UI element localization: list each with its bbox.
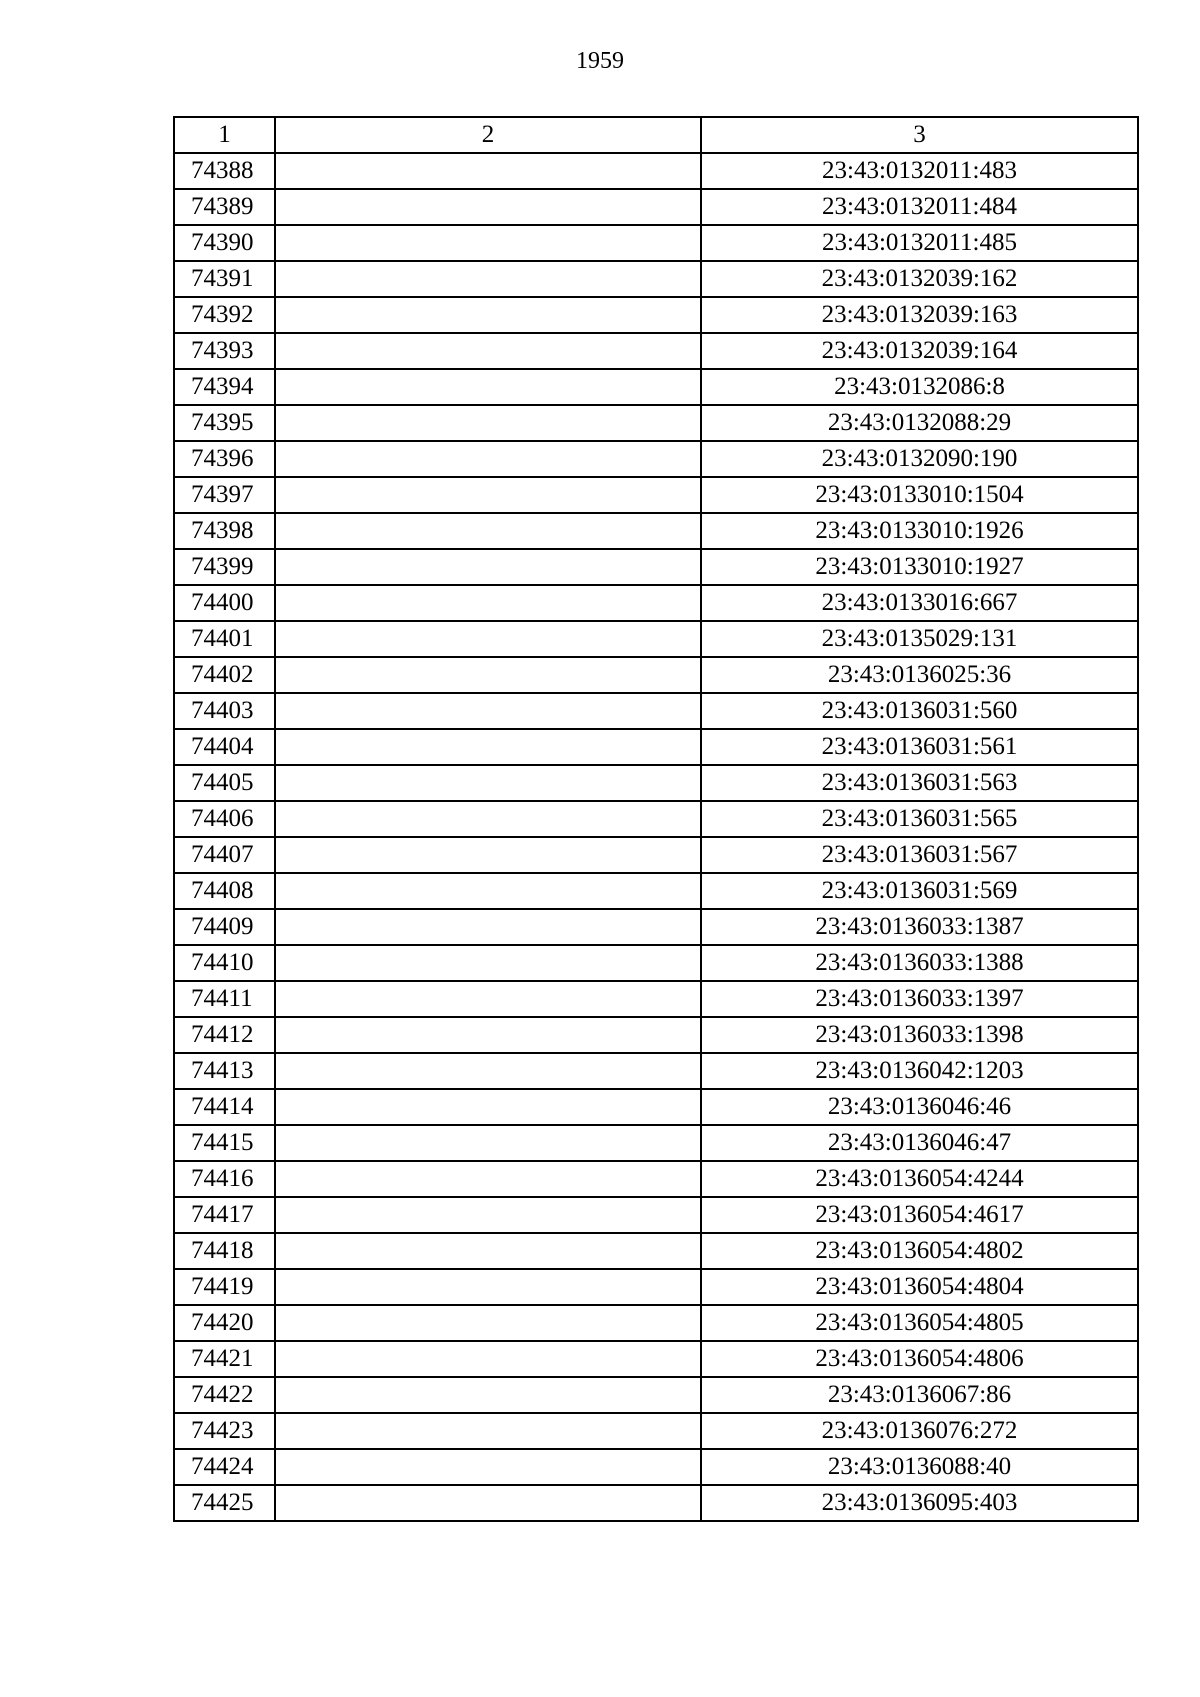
table-row	[174, 405, 1138, 441]
row-description-cell	[275, 297, 701, 333]
row-number-cell: 74409	[174, 909, 275, 945]
cadastral-number-cell: 23:43:0136054:4806	[701, 1341, 1138, 1377]
row-number-cell: 74393	[174, 333, 275, 369]
cadastral-number-cell: 23:43:0136046:46	[701, 1089, 1138, 1125]
table-row	[174, 1161, 1138, 1197]
row-number-cell: 74411	[174, 981, 275, 1017]
table-row	[174, 1197, 1138, 1233]
row-description-cell	[275, 873, 701, 909]
cadastral-number-cell: 23:43:0136095:403	[701, 1485, 1138, 1521]
row-description-cell	[275, 1161, 701, 1197]
table-row	[174, 1233, 1138, 1269]
table-row	[174, 837, 1138, 873]
row-number-cell: 74396	[174, 441, 275, 477]
row-number-cell: 74415	[174, 1125, 275, 1161]
row-description-cell	[275, 1449, 701, 1485]
row-description-cell	[275, 405, 701, 441]
row-description-cell	[275, 1197, 701, 1233]
table-row	[174, 909, 1138, 945]
row-number-cell: 74391	[174, 261, 275, 297]
cadastral-number-cell: 23:43:0133010:1927	[701, 549, 1138, 585]
cadastral-number-cell: 23:43:0133010:1926	[701, 513, 1138, 549]
row-number-cell: 74412	[174, 1017, 275, 1053]
row-number-cell: 74421	[174, 1341, 275, 1377]
row-description-cell	[275, 225, 701, 261]
row-description-cell	[275, 189, 701, 225]
column-header-2: 2	[275, 117, 701, 153]
cadastral-number-cell: 23:43:0133010:1504	[701, 477, 1138, 513]
cadastral-number-cell: 23:43:0136031:565	[701, 801, 1138, 837]
row-description-cell	[275, 1089, 701, 1125]
cadastral-number-cell: 23:43:0132090:190	[701, 441, 1138, 477]
table-row	[174, 801, 1138, 837]
row-number-cell: 74405	[174, 765, 275, 801]
cadastral-number-cell: 23:43:0132011:485	[701, 225, 1138, 261]
cadastral-number-cell: 23:43:0136054:4617	[701, 1197, 1138, 1233]
row-number-cell: 74401	[174, 621, 275, 657]
cadastral-number-cell: 23:43:0133016:667	[701, 585, 1138, 621]
row-number-cell: 74394	[174, 369, 275, 405]
cadastral-number-cell: 23:43:0136033:1388	[701, 945, 1138, 981]
table-row	[174, 1449, 1138, 1485]
row-number-cell: 74413	[174, 1053, 275, 1089]
cadastral-number-cell: 23:43:0136031:563	[701, 765, 1138, 801]
row-number-cell: 74395	[174, 405, 275, 441]
row-description-cell	[275, 1125, 701, 1161]
table-row	[174, 1485, 1138, 1521]
table-row	[174, 873, 1138, 909]
row-description-cell	[275, 441, 701, 477]
row-number-cell: 74410	[174, 945, 275, 981]
table-row	[174, 1089, 1138, 1125]
row-description-cell	[275, 765, 701, 801]
row-number-cell: 74392	[174, 297, 275, 333]
row-description-cell	[275, 477, 701, 513]
row-description-cell	[275, 657, 701, 693]
cadastral-number-cell: 23:43:0136046:47	[701, 1125, 1138, 1161]
row-description-cell	[275, 153, 701, 189]
cadastral-number-cell: 23:43:0135029:131	[701, 621, 1138, 657]
cadastral-number-cell: 23:43:0136054:4244	[701, 1161, 1138, 1197]
row-number-cell: 74420	[174, 1305, 275, 1341]
table-row	[174, 1377, 1138, 1413]
cadastral-number-cell: 23:43:0136042:1203	[701, 1053, 1138, 1089]
table-row	[174, 1017, 1138, 1053]
table-row	[174, 585, 1138, 621]
cadastral-number-cell: 23:43:0136031:561	[701, 729, 1138, 765]
table-row	[174, 1125, 1138, 1161]
cadastral-number-cell: 23:43:0132011:483	[701, 153, 1138, 189]
row-description-cell	[275, 1233, 701, 1269]
row-description-cell	[275, 261, 701, 297]
cadastral-number-cell: 23:43:0136033:1397	[701, 981, 1138, 1017]
row-number-cell: 74406	[174, 801, 275, 837]
table-row	[174, 981, 1138, 1017]
row-description-cell	[275, 1053, 701, 1089]
cadastral-number-cell: 23:43:0136076:272	[701, 1413, 1138, 1449]
row-number-cell: 74424	[174, 1449, 275, 1485]
table-row	[174, 1269, 1138, 1305]
cadastral-number-cell: 23:43:0136054:4802	[701, 1233, 1138, 1269]
table-row	[174, 1413, 1138, 1449]
row-description-cell	[275, 1377, 701, 1413]
table-row	[174, 1053, 1138, 1089]
row-description-cell	[275, 729, 701, 765]
row-description-cell	[275, 513, 701, 549]
column-header-3: 3	[701, 117, 1138, 153]
cadastral-number-cell: 23:43:0136054:4805	[701, 1305, 1138, 1341]
cadastral-number-cell: 23:43:0132039:164	[701, 333, 1138, 369]
table-row	[174, 1341, 1138, 1377]
row-description-cell	[275, 1305, 701, 1341]
cadastral-number-cell: 23:43:0136031:560	[701, 693, 1138, 729]
row-description-cell	[275, 621, 701, 657]
table-row	[174, 693, 1138, 729]
page-number: 1959	[576, 48, 624, 74]
row-description-cell	[275, 369, 701, 405]
table-body	[174, 153, 1138, 1521]
cadastral-number-cell: 23:43:0132086:8	[701, 369, 1138, 405]
table-row	[174, 369, 1138, 405]
row-description-cell	[275, 801, 701, 837]
row-number-cell: 74417	[174, 1197, 275, 1233]
row-description-cell	[275, 1413, 701, 1449]
table-row	[174, 513, 1138, 549]
row-number-cell: 74418	[174, 1233, 275, 1269]
row-description-cell	[275, 1269, 701, 1305]
cadastral-number-cell: 23:43:0136054:4804	[701, 1269, 1138, 1305]
table-row	[174, 225, 1138, 261]
table-row	[174, 765, 1138, 801]
table-row	[174, 477, 1138, 513]
table-row	[174, 945, 1138, 981]
row-number-cell: 74425	[174, 1485, 275, 1521]
table-row	[174, 153, 1138, 189]
row-description-cell	[275, 945, 701, 981]
column-header-1: 1	[174, 117, 275, 153]
row-description-cell	[275, 693, 701, 729]
row-number-cell: 74422	[174, 1377, 275, 1413]
cadastral-number-cell: 23:43:0132039:162	[701, 261, 1138, 297]
table-row	[174, 189, 1138, 225]
row-number-cell: 74398	[174, 513, 275, 549]
row-description-cell	[275, 1485, 701, 1521]
table-row	[174, 621, 1138, 657]
row-number-cell: 74416	[174, 1161, 275, 1197]
row-number-cell: 74419	[174, 1269, 275, 1305]
row-number-cell: 74423	[174, 1413, 275, 1449]
row-description-cell	[275, 549, 701, 585]
row-description-cell	[275, 585, 701, 621]
cadastral-number-cell: 23:43:0136025:36	[701, 657, 1138, 693]
cadastral-number-cell: 23:43:0136031:567	[701, 837, 1138, 873]
cadastral-number-cell: 23:43:0136088:40	[701, 1449, 1138, 1485]
row-description-cell	[275, 1341, 701, 1377]
table-row	[174, 441, 1138, 477]
row-number-cell: 74388	[174, 153, 275, 189]
cadastral-number-cell: 23:43:0136067:86	[701, 1377, 1138, 1413]
header-row	[174, 117, 1138, 153]
row-description-cell	[275, 1017, 701, 1053]
row-description-cell	[275, 981, 701, 1017]
row-number-cell: 74389	[174, 189, 275, 225]
table-row	[174, 261, 1138, 297]
row-number-cell: 74397	[174, 477, 275, 513]
row-number-cell: 74402	[174, 657, 275, 693]
cadastral-number-cell: 23:43:0136033:1387	[701, 909, 1138, 945]
row-description-cell	[275, 909, 701, 945]
row-number-cell: 74399	[174, 549, 275, 585]
cadastral-number-cell: 23:43:0132039:163	[701, 297, 1138, 333]
row-number-cell: 74408	[174, 873, 275, 909]
table-row	[174, 1305, 1138, 1341]
cadastral-number-cell: 23:43:0136031:569	[701, 873, 1138, 909]
row-number-cell: 74407	[174, 837, 275, 873]
register-table	[173, 116, 1139, 1522]
cadastral-number-cell: 23:43:0132011:484	[701, 189, 1138, 225]
table-row	[174, 729, 1138, 765]
row-description-cell	[275, 837, 701, 873]
table-header	[174, 117, 1138, 153]
cadastral-number-cell: 23:43:0132088:29	[701, 405, 1138, 441]
row-number-cell: 74404	[174, 729, 275, 765]
row-number-cell: 74403	[174, 693, 275, 729]
row-description-cell	[275, 333, 701, 369]
row-number-cell: 74390	[174, 225, 275, 261]
table-row	[174, 549, 1138, 585]
table-row	[174, 333, 1138, 369]
row-number-cell: 74400	[174, 585, 275, 621]
table-row	[174, 297, 1138, 333]
table-row	[174, 657, 1138, 693]
row-number-cell: 74414	[174, 1089, 275, 1125]
cadastral-number-cell: 23:43:0136033:1398	[701, 1017, 1138, 1053]
